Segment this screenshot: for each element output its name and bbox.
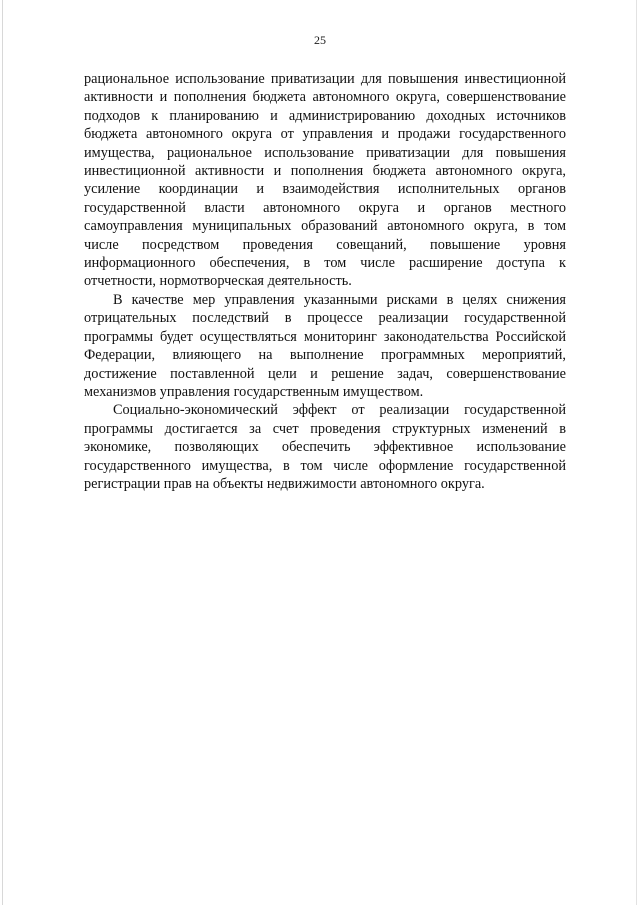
paragraph-socioeconomic-effect: Социально-экономический эффект от реализации государственной программы достигается за счет проведения структурных изменений в экономике, позволяющих обеспечить эффективное использование государственного имущества, в том числе оформление государственной регистрации прав на объекты недвижимости автономного округа. — [84, 402, 566, 492]
paragraph-risk-measures: В качестве мер управления указанными рисками в целях снижения отрицательных последствий в процессе реализации государственной программы будет осуществляться мониторинг законодательства Российской Федерации, влияющего на выполнение программных мероприятий, достижение поставленной цели и решение задач, совершенствование механизмов управления государственным имуществом. — [84, 291, 566, 400]
page-edge-left — [2, 0, 3, 905]
paragraph-continuation: рациональное использование приватизации для повышения инвестиционной активности и пополнения бюджета автономного округа, совершенствование подходов к планированию и администрированию доходных источников бюджета автономного округа от управления и продажи государственного имущества, рациональное использование приватизации для повышения инвестиционной активности и пополнения бюджета автономного округа, усиление координации и взаимодействия исполнительных органов государственной власти автономного округа и органов местного самоуправления муниципальных образований автономного округа, в том числе посредством проведения совещаний, повышение уровня информационного обеспечения, в том числе расширение доступа к отчетности, нормотворческая деятельность. — [84, 71, 566, 290]
body-text — [84, 70, 566, 493]
page-number: 25 — [314, 33, 326, 47]
page-edge-right — [636, 0, 637, 905]
